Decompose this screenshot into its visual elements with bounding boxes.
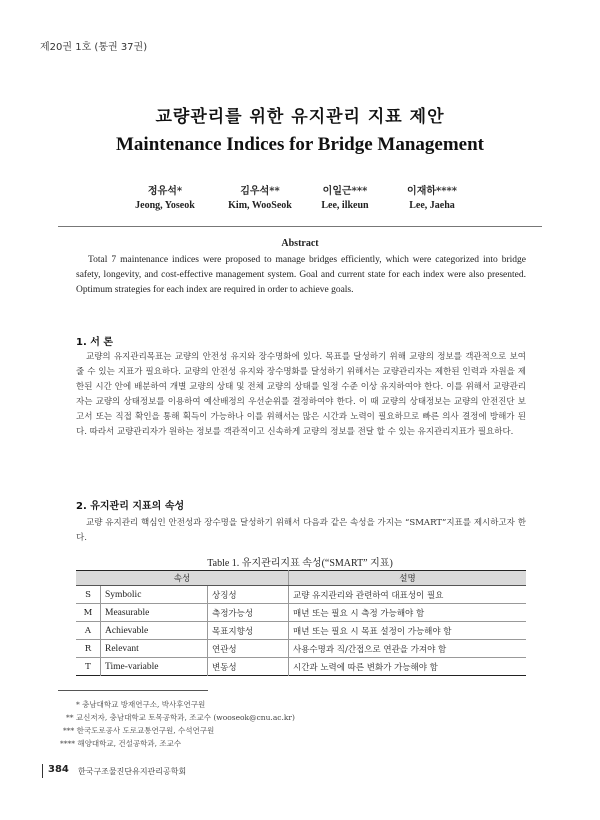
journal-volume-header: 제20권 1호 (통권 37권)	[40, 42, 148, 53]
attribute-letter: T	[76, 658, 101, 676]
attribute-description: 매년 또는 필요 시 측정 가능해야 함	[289, 604, 527, 622]
footnote-divider	[58, 690, 208, 691]
attribute-description: 시간과 노력에 따른 변화가 가능해야 함	[293, 662, 438, 673]
section-2-body: 교량 유지관리 핵심인 안전성과 장수명을 달성하기 위해서 다음과 같은 속성을 가지는 “SMART”지표를 제시하고자 한다.	[76, 518, 526, 543]
attribute-korean: 목표지향성	[208, 622, 289, 640]
table-row	[76, 640, 526, 658]
attribute-description: 사용수명과 직/간접으로 연관을 가져야 함	[289, 640, 527, 658]
attribute-english: Relevant	[101, 640, 208, 658]
author-2-name-ko: 김우석**	[240, 186, 280, 197]
attribute-letter: S	[76, 586, 101, 604]
table-caption: Table 1. 유지관리지표 속성(“SMART” 지표)	[207, 558, 393, 569]
section-1-heading: 1. 서 론	[76, 337, 114, 348]
abstract-heading: Abstract	[281, 238, 319, 249]
attribute-korean: 측정가능성	[208, 604, 289, 622]
attribute-english: Achievable	[101, 622, 208, 640]
author-3-name-ko: 이일근***	[322, 186, 368, 197]
author-4-name-en: Lee, Jaeha	[409, 200, 455, 211]
author-1-name-ko: 정유석*	[147, 186, 183, 197]
attribute-letter: R	[76, 640, 101, 658]
page-number: 384	[48, 764, 69, 775]
footnote-3: *** 한국도로공사 도로교통연구원, 수석연구원	[63, 726, 215, 735]
paper-title-english: Maintenance Indices for Bridge Management	[116, 134, 484, 155]
attribute-korean: 연관성	[208, 640, 289, 658]
table-header-description: 설명	[289, 571, 527, 586]
attribute-description: 교량 유지관리와 관련하여 대표성이 필요	[289, 586, 527, 604]
author-4-name-ko: 이재하****	[407, 186, 457, 197]
table-header-row	[76, 571, 526, 586]
paper-title-korean: 교량관리를 위한 유지관리 지표 제안	[155, 107, 445, 127]
section-1-body: 교량의 유지관리목표는 교량의 안전성 유지와 장수명화에 있다. 목표를 달성하기 위해 교량의 정보를 객관적으로 보여줄 수 있는 지표가 필요하다. 교량의 안전성 유지와 장수명화를 달성하기 위해서는 교량관리자는 제한된 인력과 자원을 제한된 시간 안에 배분하여 개별 교량의 상태 및 전체 교량의 상태를 일정 수준 이상 유지하여야 한다. 이를 위해서 교량관리자는 교량의 상태정보를 이용하여 예산배정의 우선순위를 결정하여야 한다. 이 때 교량의 상태정보는 교량의 안전진단 보고서 또는 직접 확인을 통해 획득이 가능하나 이를 위해서는 많은 시간과 노력이 필요하므로 빠른 의사 결정에 방해가 된다. 따라서 교량관리자가 원하는 정보를 객관적이고 신속하게 교량의 정보를 전달 할 수 있는 유지관리지표가 필요하다.	[76, 352, 526, 437]
journal-name: 한국구조물진단유지관리공학회	[78, 767, 187, 776]
author-1	[115, 182, 215, 211]
attribute-description: 매년 또는 필요 시 목표 설정이 가능해야 함	[289, 622, 527, 640]
attribute-english: Measurable	[101, 604, 208, 622]
attribute-english: Symbolic	[101, 586, 208, 604]
author-1-name-en: Jeong, Yoseok	[135, 200, 195, 211]
smart-attribute-table	[76, 570, 526, 676]
table-row	[76, 622, 526, 640]
section-2-heading: 2. 유지관리 지표의 속성	[76, 501, 185, 512]
footnote-4: **** 해양대학교, 건설공학과, 조교수	[60, 739, 182, 748]
attribute-korean: 변동성	[208, 658, 289, 676]
author-3	[295, 182, 395, 211]
table-header-attribute: 속성	[76, 571, 289, 586]
attribute-letter: A	[76, 622, 101, 640]
attribute-english: Time-variable	[101, 658, 208, 676]
attribute-korean: 상징성	[208, 586, 289, 604]
author-4	[382, 182, 482, 211]
attribute-letter: M	[76, 604, 101, 622]
abstract-text: Total 7 maintenance indices were proposed to manage bridges efficiently, which were categorized into bridge safety, longevity, and cost-effective management system. Goal and current state for each index were also presented. Optimum strategies for each index are required in order to achieve goals.	[76, 255, 526, 295]
author-3-name-en: Lee, ilkeun	[321, 200, 369, 211]
footnote-2: ** 교신저자, 충남대학교 토목공학과, 조교수 (wooseok@cnu.ac.kr)	[66, 713, 295, 722]
title-divider	[58, 226, 542, 227]
footnote-1: * 충남대학교 방재연구소, 박사후연구원	[76, 700, 206, 709]
author-2-name-en: Kim, WooSeok	[228, 200, 292, 211]
footer-divider	[42, 764, 43, 778]
table-row	[76, 586, 526, 604]
table-row	[76, 604, 526, 622]
table-row	[76, 658, 526, 676]
